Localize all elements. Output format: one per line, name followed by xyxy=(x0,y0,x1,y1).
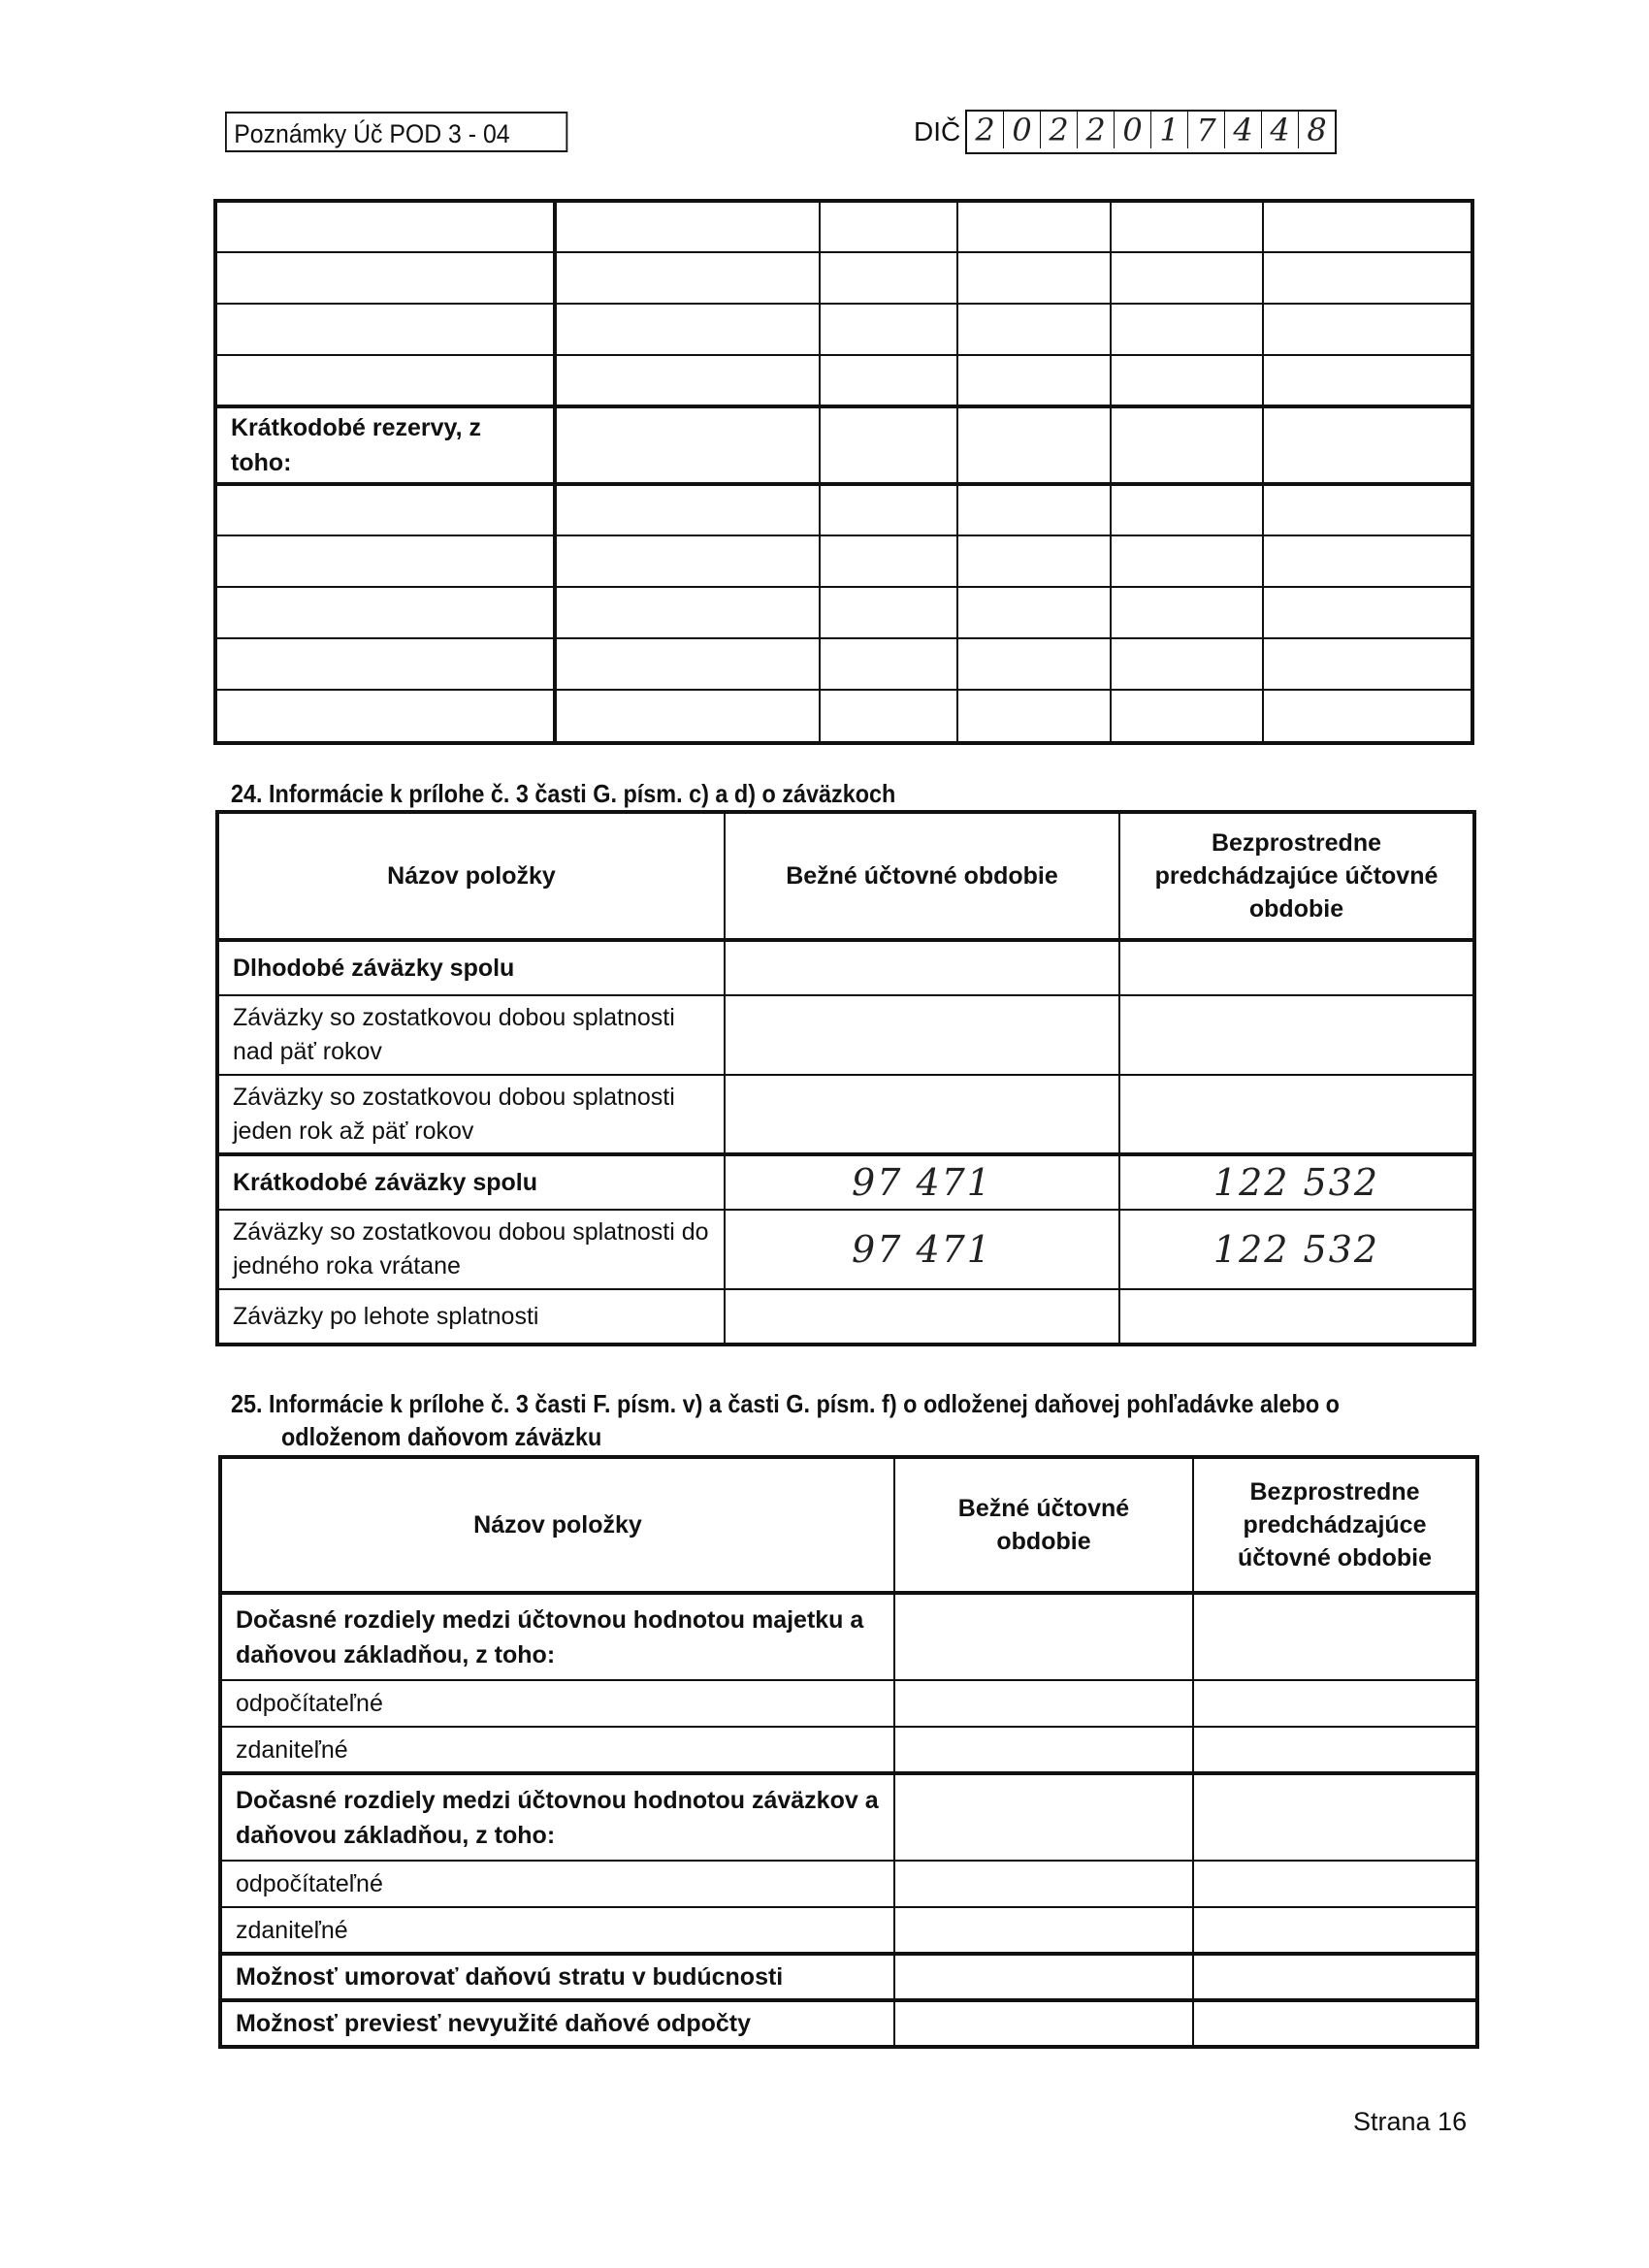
current-period-value[interactable] xyxy=(894,1954,1193,2000)
table-row xyxy=(220,1680,1477,1727)
value-cell[interactable] xyxy=(1263,201,1472,252)
row-label: Krátkodobé rezervy, z toho: xyxy=(215,406,555,484)
column-header-current-period: Bežné účtovné obdobie xyxy=(725,812,1119,940)
value-cell[interactable] xyxy=(555,587,820,638)
previous-period-value[interactable]: 122 532 xyxy=(1119,1154,1474,1210)
table-row xyxy=(220,1727,1477,1773)
current-period-value[interactable] xyxy=(894,1907,1193,1954)
table-row xyxy=(217,1154,1474,1210)
value-cell[interactable] xyxy=(1263,484,1472,535)
current-period-value[interactable]: 97 471 xyxy=(725,1210,1119,1289)
value-cell[interactable] xyxy=(820,484,957,535)
liabilities-table xyxy=(215,810,1476,1346)
value-cell[interactable] xyxy=(957,406,1111,484)
value-cell[interactable] xyxy=(1263,587,1472,638)
dic-digit: 2 xyxy=(1078,112,1115,148)
current-period-value[interactable] xyxy=(725,1075,1119,1154)
previous-period-value[interactable] xyxy=(1119,995,1474,1075)
dic-digit: 7 xyxy=(1188,112,1225,148)
current-period-value[interactable] xyxy=(725,940,1119,995)
value-cell[interactable] xyxy=(820,535,957,587)
previous-period-value[interactable] xyxy=(1193,1861,1477,1907)
table-row xyxy=(215,252,1472,304)
row-label: Záväzky so zostatkovou dobou splatnosti jeden rok až päť rokov xyxy=(217,1075,725,1154)
value-cell[interactable] xyxy=(1111,484,1263,535)
table-row xyxy=(215,201,1472,252)
table-row xyxy=(217,1210,1474,1289)
value-cell[interactable] xyxy=(820,201,957,252)
row-label: odpočítateľné xyxy=(220,1680,894,1727)
value-cell[interactable] xyxy=(555,252,820,304)
value-cell[interactable] xyxy=(1111,252,1263,304)
value-cell[interactable] xyxy=(1263,252,1472,304)
row-label: Krátkodobé záväzky spolu xyxy=(217,1154,725,1210)
value-cell[interactable] xyxy=(957,304,1111,355)
value-cell[interactable] xyxy=(1263,355,1472,406)
table-row xyxy=(220,1861,1477,1907)
value-cell[interactable] xyxy=(555,406,820,484)
value-cell[interactable] xyxy=(820,587,957,638)
table-row xyxy=(220,1954,1477,2000)
row-label xyxy=(215,638,555,690)
table-row xyxy=(215,690,1472,743)
dic-digit: 4 xyxy=(1225,112,1262,148)
table-row xyxy=(220,1773,1477,1861)
previous-period-value[interactable] xyxy=(1193,1773,1477,1861)
current-period-value[interactable]: 97 471 xyxy=(725,1154,1119,1210)
value-cell[interactable] xyxy=(555,638,820,690)
value-cell[interactable] xyxy=(957,201,1111,252)
table-row xyxy=(215,406,1472,484)
table-row xyxy=(215,304,1472,355)
table-row xyxy=(217,1075,1474,1154)
value-cell[interactable] xyxy=(957,355,1111,406)
current-period-value[interactable] xyxy=(894,2000,1193,2047)
previous-period-value[interactable] xyxy=(1119,940,1474,995)
row-label: Dočasné rozdiely medzi účtovnou hodnotou majetku a daňovou základňou, z toho: xyxy=(220,1593,894,1680)
deferred-tax-table xyxy=(218,1455,1479,2049)
dic-field[interactable] xyxy=(965,110,1337,154)
table-row xyxy=(217,940,1474,995)
value-cell[interactable] xyxy=(555,535,820,587)
value-cell[interactable] xyxy=(820,304,957,355)
table-row xyxy=(215,484,1472,535)
table-row xyxy=(215,355,1472,406)
section-25-title: 25. Informácie k prílohe č. 3 časti F. písm. v) a časti G. písm. f) o odloženej daňovej pohľadávke alebo o xyxy=(231,1389,1340,1418)
value-cell[interactable] xyxy=(1111,638,1263,690)
previous-period-value[interactable] xyxy=(1193,1680,1477,1727)
table-row xyxy=(215,638,1472,690)
row-label xyxy=(215,304,555,355)
dic-label: DIČ xyxy=(914,116,961,146)
value-cell[interactable] xyxy=(1263,535,1472,587)
value-cell[interactable] xyxy=(1111,201,1263,252)
previous-period-value[interactable] xyxy=(1193,1727,1477,1773)
value-cell[interactable] xyxy=(957,252,1111,304)
row-label: zdaniteľné xyxy=(220,1907,894,1954)
dic-digit: 8 xyxy=(1307,112,1327,148)
value-cell[interactable] xyxy=(555,201,820,252)
section-25-title-cont: odloženom daňovom záväzku xyxy=(281,1422,602,1451)
value-cell[interactable] xyxy=(1263,304,1472,355)
table-row xyxy=(215,535,1472,587)
previous-period-value[interactable] xyxy=(1193,2000,1477,2047)
table-row xyxy=(220,2000,1477,2047)
previous-period-value[interactable] xyxy=(1119,1075,1474,1154)
row-label xyxy=(215,587,555,638)
value-cell[interactable] xyxy=(1111,355,1263,406)
table-row xyxy=(215,587,1472,638)
dic-digit: 1 xyxy=(1151,112,1188,148)
current-period-value[interactable] xyxy=(894,1727,1193,1773)
row-label xyxy=(215,690,555,743)
dic-digit: 2 xyxy=(967,112,1004,148)
row-label: odpočítateľné xyxy=(220,1861,894,1907)
value-cell[interactable] xyxy=(957,587,1111,638)
value-cell[interactable] xyxy=(820,638,957,690)
row-label xyxy=(215,201,555,252)
value-cell[interactable] xyxy=(820,690,957,743)
row-label: Záväzky po lehote splatnosti xyxy=(217,1289,725,1345)
value-cell[interactable] xyxy=(820,406,957,484)
value-cell[interactable] xyxy=(957,690,1111,743)
dic-digit: 4 xyxy=(1262,112,1299,148)
current-period-value[interactable] xyxy=(725,1289,1119,1345)
value-cell[interactable] xyxy=(1263,638,1472,690)
dic-digit: 0 xyxy=(1115,112,1151,148)
table-row xyxy=(220,1593,1477,1680)
previous-period-value[interactable] xyxy=(1193,1907,1477,1954)
table-row xyxy=(217,1289,1474,1345)
row-label: zdaniteľné xyxy=(220,1727,894,1773)
value-cell[interactable] xyxy=(820,355,957,406)
value-cell[interactable] xyxy=(1263,690,1472,743)
section-24-title: 24. Informácie k prílohe č. 3 časti G. písm. c) a d) o záväzkoch xyxy=(231,779,896,808)
column-header-item-name: Názov položky xyxy=(217,812,725,940)
row-label xyxy=(215,535,555,587)
previous-period-value[interactable] xyxy=(1119,1289,1474,1345)
current-period-value[interactable] xyxy=(725,995,1119,1075)
value-cell[interactable] xyxy=(957,638,1111,690)
column-header-item-name: Názov položky xyxy=(220,1457,894,1593)
column-header-previous-period: Bezprostredne predchádzajúce účtovné obdobie xyxy=(1193,1457,1477,1593)
value-cell[interactable] xyxy=(1111,304,1263,355)
table-row xyxy=(217,995,1474,1075)
row-label: Záväzky so zostatkovou dobou splatnosti nad päť rokov xyxy=(217,995,725,1075)
value-cell[interactable] xyxy=(555,484,820,535)
previous-period-value[interactable] xyxy=(1193,1954,1477,2000)
row-label xyxy=(215,484,555,535)
value-cell[interactable] xyxy=(1111,690,1263,743)
table-row xyxy=(220,1907,1477,1954)
reserves-table xyxy=(213,199,1474,745)
value-cell[interactable] xyxy=(1111,535,1263,587)
row-label xyxy=(215,355,555,406)
dic-digit: 2 xyxy=(1041,112,1078,148)
current-period-value[interactable] xyxy=(894,1773,1193,1861)
value-cell[interactable] xyxy=(555,690,820,743)
column-header-current-period: Bežné účtovné obdobie xyxy=(894,1457,1193,1593)
value-cell[interactable] xyxy=(1111,587,1263,638)
current-period-value[interactable] xyxy=(894,1680,1193,1727)
value-cell[interactable] xyxy=(1111,406,1263,484)
row-label xyxy=(215,252,555,304)
dic-digit: 0 xyxy=(1004,112,1041,148)
row-label: Záväzky so zostatkovou dobou splatnosti do jedného roka vrátane xyxy=(217,1210,725,1289)
form-label: Poznámky Úč POD 3 - 04 xyxy=(225,112,567,152)
row-label: Možnosť umorovať daňovú stratu v budúcnosti xyxy=(220,1954,894,2000)
row-label: Dlhodobé záväzky spolu xyxy=(217,940,725,995)
value-cell[interactable] xyxy=(820,252,957,304)
value-cell[interactable] xyxy=(957,484,1111,535)
current-period-value[interactable] xyxy=(894,1593,1193,1680)
value-cell[interactable] xyxy=(555,304,820,355)
row-label: Možnosť previesť nevyužité daňové odpočty xyxy=(220,2000,894,2047)
current-period-value[interactable] xyxy=(894,1861,1193,1907)
value-cell[interactable] xyxy=(555,355,820,406)
value-cell[interactable] xyxy=(1263,406,1472,484)
row-label: Dočasné rozdiely medzi účtovnou hodnotou záväzkov a daňovou základňou, z toho: xyxy=(220,1773,894,1861)
page-number: Strana 16 xyxy=(1353,2107,1468,2136)
previous-period-value[interactable] xyxy=(1193,1593,1477,1680)
previous-period-value[interactable]: 122 532 xyxy=(1119,1210,1474,1289)
column-header-previous-period: Bezprostredne predchádzajúce účtovné obdobie xyxy=(1119,812,1474,940)
value-cell[interactable] xyxy=(957,535,1111,587)
